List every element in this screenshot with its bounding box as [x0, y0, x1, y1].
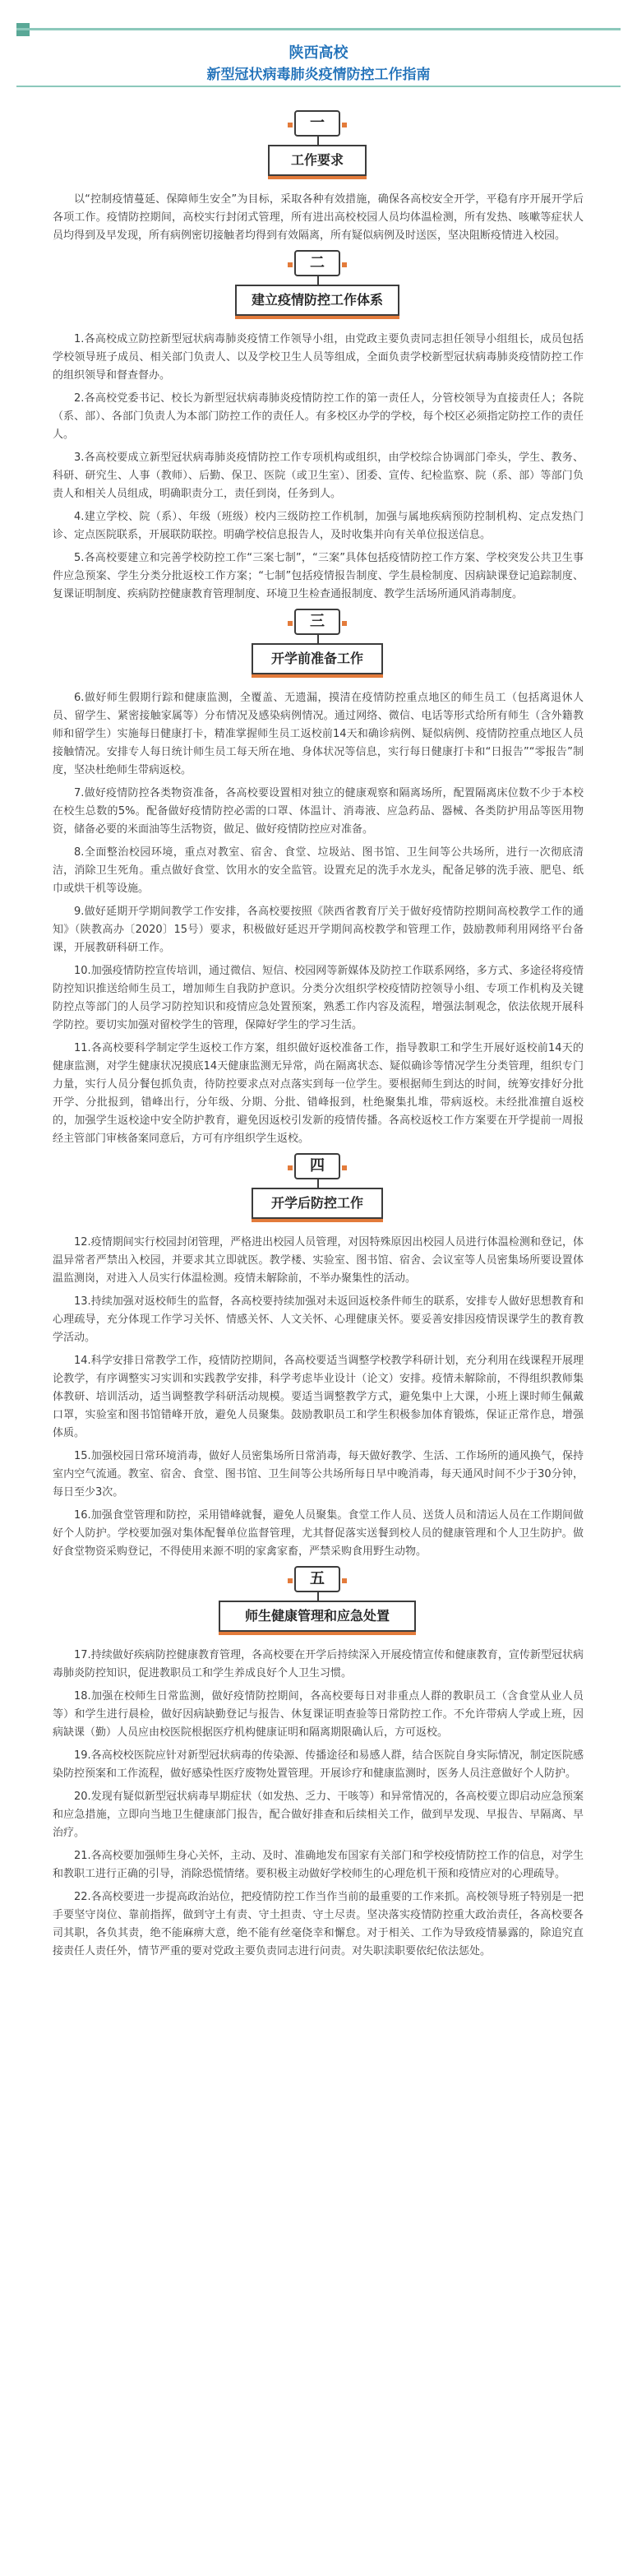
section-title: 师生健康管理和应急处置 [219, 1601, 416, 1632]
section-title: 建立疫情防控工作体系 [235, 285, 399, 316]
section-number-badge: 一 [294, 110, 340, 137]
section-3-paragraph-4: 9.做好延期开学期间教学工作安排，各高校要按照《陕西省教育厅关于做好疫情防控期间高校教学工作的通知》（陕教高办〔2020〕15号）要求，积极做好延迟开学期间高校教学和管理工作，鼓励教师利用网络平台备课，开展教研科研工作。 [53, 906, 584, 954]
section-connector [317, 1179, 319, 1188]
section-number-badge: 二 [294, 250, 340, 276]
section-4-heading [0, 1153, 637, 1224]
section-4-paragraph-2: 13.持续加强对返校师生的监督，各高校要持续加强对未返回返校条件师生的联系，安排专人做好思想教育和心理疏导，充分体现工作学习关怀、情感关怀、人文关怀、心理健康关怀。要妥善安排因疫情误课学生的教育教学活动。 [53, 1295, 584, 1344]
document-header [16, 16, 621, 89]
section-1-paragraph-1: 以“控制疫情蔓延、保障师生安全”为目标，采取各种有效措施，确保各高校安全开学，平稳有序开展开学后各项工作。疫情防控期间，高校实行封闭式管理，所有进出高校校园人员均体温检测，所有发热、咳嗽等症状人员均得到及早发现，所有病例密切接触者均得到有效隔离，所有疑似病例及时送医，坚决阻断疫情进入校园。 [53, 193, 584, 242]
section-title: 开学前准备工作 [252, 643, 383, 674]
section-2-paragraph-2: 2.各高校党委书记、校长为新型冠状病毒肺炎疫情防控工作的第一责任人，分管校领导为直接责任人；各院（系、部）、各部门负责人为本部门防控工作的责任人。有多校区办学的学校，每个校区必须指定防控工作的责任人。 [53, 392, 584, 441]
section-2-paragraph-3: 3.各高校要成立新型冠状病毒肺炎疫情防控工作专项机构或组织，由学校综合协调部门牵头，学生、教务、科研、研究生、人事（教师）、后勤、保卫、医院（或卫生室）、团委、宣传、纪检监察、院（系、部）等部门负责人和相关人员组成，明确职责分工，责任到岗，任务到人。 [53, 452, 584, 500]
section-3-paragraph-2: 7.做好疫情防控各类物资准备，各高校要设置相对独立的健康观察和隔离场所，配置隔离床位数不少于本校在校生总数的5%。配备做好疫情防控必需的口罩、体温计、消毒液、应急药品、器械、各类防护用品等医用物资，储备必要的米面油等生活物资，做足、做好疫情防控应对准备。 [53, 787, 584, 836]
section-2-heading [0, 250, 637, 321]
section-3-heading [0, 609, 637, 679]
section-5-paragraph-5: 21.各高校要加强师生身心关怀，主动、及时、准确地发布国家有关部门和学校疫情防控工作的信息，对学生和教职工进行正确的引导，消除恐慌情绪。要积极主动做好学校师生的心理危机干预和疫情应对的心理疏导。 [53, 1850, 584, 1880]
section-connector [317, 137, 319, 145]
section-3-paragraph-1: 6.做好师生假期行踪和健康监测，全覆盖、无遗漏，摸清在疫情防控重点地区的师生员工（包括离退休人员、留学生、紧密接触家属等）分布情况及感染病例情况。通过网络、微信、电话等形式给所有师生（含外籍教师和留学生）实施每日健康打卡，精准掌握师生员工返校前14天和确诊病例、疑似病例、疫情防控重点地区人员接触情况。安排专人每日统计师生员工每天所在地、身体状况等信息，实行每日健康打卡和“日报告”“零报告”制度，坚决杜绝师生带病返校。 [53, 692, 584, 776]
section-title: 工作要求 [268, 145, 367, 176]
section-2-paragraph-1: 1.各高校成立防控新型冠状病毒肺炎疫情工作领导小组，由党政主要负责同志担任领导小组组长，成员包括学校领导班子成员、相关部门负责人、以及学校卫生人员等组成，全面负责学校新型冠状病毒肺炎疫情防控工作的组织领导和督查督办。 [53, 333, 584, 382]
section-5-paragraph-1: 17.持续做好疾病防控健康教育管理，各高校要在开学后持续深入开展疫情宣传和健康教育，宣传新型冠状病毒肺炎防控知识，促进教职员工和学生养成良好个人卫生习惯。 [53, 1649, 584, 1679]
section-number-badge: 五 [294, 1566, 340, 1592]
section-connector [317, 635, 319, 643]
section-4-paragraph-1: 12.疫情期间实行校园封闭管理，严格进出校园人员管理，对因特殊原因出校园人员进行体温检测和登记，体温异常者严禁出入校园，并要求其立即就医。教学楼、实验室、图书馆、宿舍、会议室等人员密集场所要设置体温监测岗，对进入人员实行体温检测。疫情未解除前，不举办聚集性的活动。 [53, 1236, 584, 1285]
section-5-paragraph-6: 22.各高校要进一步提高政治站位，把疫情防控工作当作当前的最重要的工作来抓。高校领导班子特别是一把手要坚守岗位、靠前指挥，做到守土有责、守土担责、守土尽责。坚决落实疫情防控重大政治责任，各高校要各司其职，各负其责，绝不能麻痹大意，绝不能有丝毫侥幸和懈怠。对于相关、工作为导致疫情暴露的，除追究直接责任人责任外，情节严重的要对党政主要负责同志进行问责。对失职渎职要依纪依法惩处。 [53, 1891, 584, 1957]
section-3-paragraph-3: 8.全面整治校园环境，重点对教室、宿舍、食堂、垃圾站、图书馆、卫生间等公共场所，进行一次彻底清洁，消除卫生死角。重点做好食堂、饮用水的安全监管。设置充足的洗手水龙头，配备足够的洗手液、肥皂、纸巾或烘干机等设施。 [53, 846, 584, 895]
header-title-line1: 陕西高校 [288, 44, 349, 62]
section-4-paragraph-5: 16.加强食堂管理和防控，采用错峰就餐，避免人员聚集。食堂工作人员、送货人员和清运人员在工作期间做好个人防护。学校要加强对集体配餐单位监督管理，尤其督促落实送餐到校人员的健康管理和个人卫生防护。做好食堂物资采购登记，不得使用来源不明的家禽家畜，严禁采购食用野生动物。 [53, 1509, 584, 1558]
header-top-rule [16, 28, 621, 30]
section-5-heading [0, 1566, 637, 1637]
section-5-paragraph-3: 19.各高校校医院应针对新型冠状病毒的传染源、传播途径和易感人群，结合医院自身实际情况，制定医院感染防控预案和工作流程，做好感染性医疗废物处置管理。开展诊疗和健康监测时，医务人员注意做好个人防护。 [53, 1749, 584, 1780]
section-2-paragraph-4: 4.建立学校、院（系）、年级（班级）校内三级防控工作机制，加强与属地疾病预防控制机构、定点发热门诊、定点医院联系，开展联防联控。明确学校信息报告人，及时收集并向有关单位报送信息。 [53, 511, 584, 541]
section-number-badge: 四 [294, 1153, 340, 1179]
section-4-paragraph-4: 15.加强校园日常环境消毒，做好人员密集场所日常消毒，每天做好教学、生活、工作场所的通风换气，保持室内空气流通。教室、宿舍、食堂、图书馆、卫生间等公共场所每日早中晚消毒，每天通风时间不少于30分钟，每日至少3次。 [53, 1450, 584, 1499]
section-2-paragraph-5: 5.各高校要建立和完善学校防控工作“三案七制”，“三案”具体包括疫情防控工作方案、学校突发公共卫生事件应急预案、学生分类分批返校工作方案；“七制”包括疫情报告制度、学生晨检制度、因病缺课登记追踪制度、复课证明制度、疾病防控健康教育管理制度、环境卫生检查通报制度、教学生活场所通风消毒制度。 [53, 552, 584, 600]
section-title: 开学后防控工作 [252, 1188, 383, 1219]
header-title-line2: 新型冠状病毒肺炎疫情防控工作指南 [206, 67, 431, 83]
section-connector [317, 276, 319, 285]
section-connector [317, 1592, 319, 1601]
section-3-paragraph-6: 11.各高校要科学制定学生返校工作方案，组织做好返校准备工作，指导教职工和学生开展好返校前14天的健康监测，对学生健康状况摸底14天健康监测无异常，尚在隔离状态、疑似确诊等情况学生分类管理，组织专门力量，实行人员分餐包抓负责，待防控要求点对点落实到每一位学生。要根据师生到达的时间，统筹安排好分批开学、分批报到，错峰出行，分年级、分期、分批、错峰报到，杜绝聚集扎堆，带病返校。未经批准擅自返校的，加强学生返校途中安全防护教育，避免因返校引发新的疫情传播。各高校返校工作方案要在开学提前一周报经主管部门审核备案同意后，方可有序组织学生返校。 [53, 1042, 584, 1145]
section-3-paragraph-5: 10.加强疫情防控宣传培训，通过微信、短信、校园网等新媒体及防控工作联系网络，多方式、多途径将疫情防控知识推送给师生员工，增加师生自我防护意识。分类分次组织学校疫情防控领导小组、专项工作机构及关键防控点等部门的人员学习防控知识和疫情应急处置预案，熟悉工作内容及流程，增强法制观念，依法依规开展科学防控。要切实加强对留校学生的管理，保障好学生的学习生活。 [53, 965, 584, 1031]
section-1-heading [0, 110, 637, 181]
section-number-badge: 三 [294, 609, 340, 635]
section-4-paragraph-3: 14.科学安排日常教学工作，疫情防控期间，各高校要适当调整学校教学科研计划，充分利用在线课程开展理论教学，有序调整实习实训和实践教学安排，科学考虑毕业设计（论文）安排。疫情未解除前，不得组织教师集体教研、培训活动，适当调整教学科研活动规模。要适当调整教学方式，避免集中上大课，小班上课时师生佩戴口罩，实验室和图书馆错峰开放，避免人员聚集。鼓励教职员工和学生积极参加体育锻炼，保证正常作息，增强体质。 [53, 1355, 584, 1439]
section-5-paragraph-2: 18.加强在校师生日常监测，做好疫情防控期间，各高校要每日对非重点人群的教职员工（含食堂从业人员等）和学生进行晨检，做好因病缺勤登记与报告、休复课证明查验等日常防控工作。不允许带病人学或上班，因病缺课（勤）人员应由校医院根据医疗机构健康证明和隔离期限确认后，方可返校。 [53, 1690, 584, 1739]
header-bottom-rule [16, 86, 621, 87]
section-5-paragraph-4: 20.发现有疑似新型冠状病毒早期症状（如发热、乏力、干咳等）和异常情况的，各高校要立即启动应急预案和应急措施，立即向当地卫生健康部门报告，配合做好排查和后续相关工作，做到早发现、早报告、早隔离、早治疗。 [53, 1791, 584, 1839]
